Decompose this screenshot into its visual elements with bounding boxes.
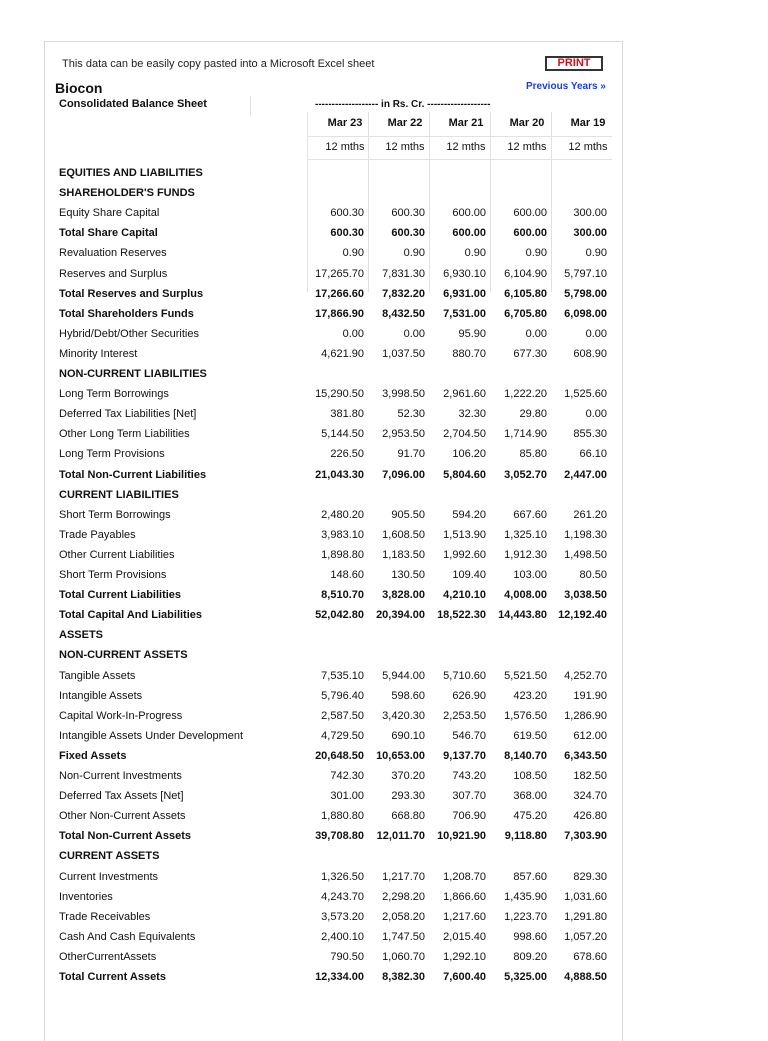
row-label: Total Shareholders Funds bbox=[59, 307, 194, 320]
cell-value: 66.10 bbox=[579, 448, 607, 461]
row-label: Trade Payables bbox=[59, 528, 136, 541]
cell-value: 4,252.70 bbox=[564, 669, 607, 682]
cell-value: 85.80 bbox=[519, 448, 547, 461]
cell-value: 8,140.70 bbox=[504, 749, 547, 762]
cell-value: 2,253.50 bbox=[443, 709, 486, 722]
cell-value: 4,888.50 bbox=[564, 971, 607, 983]
row-label: Revaluation Reserves bbox=[59, 247, 167, 260]
cell-value: 1,208.70 bbox=[443, 870, 486, 883]
cell-value: 3,052.70 bbox=[504, 468, 547, 481]
row-label: Other Non-Current Assets bbox=[59, 810, 186, 823]
sheet-title: Consolidated Balance Sheet bbox=[59, 98, 207, 110]
row-label: Fixed Assets bbox=[59, 749, 127, 762]
row-label: Short Term Borrowings bbox=[59, 508, 171, 521]
cell-value: 6,343.50 bbox=[564, 749, 607, 762]
cell-value: 52.30 bbox=[397, 408, 425, 421]
cell-value: 293.30 bbox=[391, 790, 425, 803]
cell-value: 10,653.00 bbox=[376, 749, 425, 762]
cell-value: 600.00 bbox=[513, 227, 547, 240]
cell-value: 600.30 bbox=[330, 227, 364, 240]
cell-value: 2,961.60 bbox=[443, 388, 486, 401]
cell-value: 3,038.50 bbox=[564, 589, 607, 602]
cell-value: 423.20 bbox=[513, 689, 547, 702]
cell-value: 0.00 bbox=[525, 327, 547, 340]
cell-value: 29.80 bbox=[519, 408, 547, 421]
cell-value: 182.50 bbox=[573, 770, 607, 782]
cell-value: 743.20 bbox=[452, 770, 486, 782]
cell-value: 1,031.60 bbox=[564, 890, 607, 903]
cell-value: 742.30 bbox=[330, 770, 364, 782]
cell-value: 594.20 bbox=[452, 508, 486, 521]
cell-value: 148.60 bbox=[330, 569, 364, 581]
cell-value: 6,930.10 bbox=[443, 267, 486, 280]
cell-value: 809.20 bbox=[513, 950, 547, 963]
section-heading-row bbox=[0, 183, 768, 203]
cell-value: 32.30 bbox=[458, 408, 486, 421]
cell-value: 0.00 bbox=[403, 327, 425, 340]
cell-value: 52,042.80 bbox=[315, 609, 364, 622]
cell-value: 8,510.70 bbox=[321, 589, 364, 602]
cell-value: 5,710.60 bbox=[443, 669, 486, 682]
column-period: 12 mths bbox=[385, 141, 425, 153]
cell-value: 5,325.00 bbox=[504, 971, 547, 983]
cell-value: 0.90 bbox=[342, 247, 364, 260]
column-period: 12 mths bbox=[446, 141, 486, 153]
cell-value: 608.90 bbox=[573, 347, 607, 360]
cell-value: 6,098.00 bbox=[564, 307, 607, 320]
cell-value: 1,286.90 bbox=[564, 709, 607, 722]
cell-value: 80.50 bbox=[579, 569, 607, 581]
column-period: 12 mths bbox=[568, 141, 608, 153]
cell-value: 668.80 bbox=[391, 810, 425, 823]
table-row bbox=[0, 525, 768, 545]
cell-value: 2,058.20 bbox=[382, 910, 425, 923]
column-header: Mar 21 bbox=[448, 117, 484, 129]
cell-value: 678.60 bbox=[573, 950, 607, 963]
cell-value: 17,265.70 bbox=[315, 267, 364, 280]
table-row bbox=[0, 264, 768, 284]
table-row bbox=[0, 284, 768, 304]
cell-value: 0.90 bbox=[585, 247, 607, 260]
cell-value: 1,223.70 bbox=[504, 910, 547, 923]
cell-value: 7,531.00 bbox=[443, 307, 486, 320]
cell-value: 2,953.50 bbox=[382, 428, 425, 441]
cell-value: 381.80 bbox=[330, 408, 364, 421]
cell-value: 7,303.90 bbox=[564, 830, 607, 843]
cell-value: 5,798.00 bbox=[564, 287, 607, 300]
row-label: Total Capital And Liabilities bbox=[59, 609, 203, 622]
cell-value: 790.50 bbox=[330, 950, 364, 963]
row-label: Intangible Assets bbox=[59, 689, 143, 702]
table-row bbox=[0, 927, 768, 947]
cell-value: 1,037.50 bbox=[382, 347, 425, 360]
table-row bbox=[0, 907, 768, 927]
section-heading-row bbox=[0, 485, 768, 505]
row-label: Total Current Liabilities bbox=[59, 589, 182, 602]
cell-value: 6,705.80 bbox=[504, 307, 547, 320]
cell-value: 626.90 bbox=[452, 689, 486, 702]
cell-value: 18,522.30 bbox=[437, 609, 486, 622]
row-label: Non-Current Investments bbox=[59, 770, 182, 782]
cell-value: 1,326.50 bbox=[321, 870, 364, 883]
table-row bbox=[0, 786, 768, 806]
section-heading-row bbox=[0, 163, 768, 183]
cell-value: 5,521.50 bbox=[504, 669, 547, 682]
table-row bbox=[0, 344, 768, 364]
row-label: Total Share Capital bbox=[59, 227, 158, 240]
table-row bbox=[0, 223, 768, 243]
cell-value: 600.30 bbox=[330, 207, 364, 220]
table-row bbox=[0, 706, 768, 726]
cell-value: 1,912.30 bbox=[504, 548, 547, 561]
cell-value: 368.00 bbox=[513, 790, 547, 803]
cell-value: 12,011.70 bbox=[376, 830, 425, 843]
row-label: OtherCurrentAssets bbox=[59, 950, 157, 963]
cell-value: 95.90 bbox=[458, 327, 486, 340]
cell-value: 0.00 bbox=[585, 327, 607, 340]
cell-value: 307.70 bbox=[452, 790, 486, 803]
cell-value: 5,804.60 bbox=[443, 468, 486, 481]
cell-value: 1,217.70 bbox=[382, 870, 425, 883]
cell-value: 324.70 bbox=[573, 790, 607, 803]
cell-value: 1,435.90 bbox=[504, 890, 547, 903]
cell-value: 706.90 bbox=[452, 810, 486, 823]
cell-value: 600.30 bbox=[391, 227, 425, 240]
table-row bbox=[0, 243, 768, 263]
cell-value: 301.00 bbox=[330, 790, 364, 803]
cell-value: 191.90 bbox=[573, 689, 607, 702]
cell-value: 17,866.90 bbox=[315, 307, 364, 320]
cell-value: 3,828.00 bbox=[382, 589, 425, 602]
cell-value: 8,382.30 bbox=[382, 971, 425, 983]
row-label: NON-CURRENT LIABILITIES bbox=[59, 368, 207, 380]
table-row bbox=[0, 324, 768, 344]
table-row bbox=[0, 746, 768, 766]
table-row bbox=[0, 666, 768, 686]
table-row bbox=[0, 826, 768, 846]
section-heading-row bbox=[0, 645, 768, 665]
row-label: Equity Share Capital bbox=[59, 207, 160, 220]
row-label: Other Long Term Liabilities bbox=[59, 428, 190, 441]
cell-value: 91.70 bbox=[397, 448, 425, 461]
row-label: Deferred Tax Liabilities [Net] bbox=[59, 408, 197, 421]
table-row bbox=[0, 867, 768, 887]
cell-value: 0.90 bbox=[403, 247, 425, 260]
cell-value: 690.10 bbox=[391, 729, 425, 742]
cell-value: 4,729.50 bbox=[321, 729, 364, 742]
cell-value: 370.20 bbox=[391, 770, 425, 782]
cell-value: 1,222.20 bbox=[504, 388, 547, 401]
section-heading-row bbox=[0, 625, 768, 645]
header-divider bbox=[307, 136, 612, 137]
cell-value: 677.30 bbox=[513, 347, 547, 360]
cell-value: 1,198.30 bbox=[564, 528, 607, 541]
copy-note: This data can be easily copy pasted into a Microsoft Excel sheet bbox=[62, 58, 375, 70]
cell-value: 103.00 bbox=[513, 569, 547, 581]
cell-value: 4,243.70 bbox=[321, 890, 364, 903]
table-row bbox=[0, 967, 768, 987]
cell-value: 7,096.00 bbox=[382, 468, 425, 481]
cell-value: 600.00 bbox=[452, 207, 486, 220]
row-label: Reserves and Surplus bbox=[59, 267, 168, 280]
row-label: Capital Work-In-Progress bbox=[59, 709, 183, 722]
cell-value: 130.50 bbox=[391, 569, 425, 581]
table-row bbox=[0, 585, 768, 605]
cell-value: 0.90 bbox=[464, 247, 486, 260]
cell-value: 7,535.10 bbox=[321, 669, 364, 682]
cell-value: 108.50 bbox=[513, 770, 547, 782]
column-header: Mar 22 bbox=[387, 117, 423, 129]
row-label: Long Term Borrowings bbox=[59, 388, 169, 401]
cell-value: 2,015.40 bbox=[443, 930, 486, 943]
row-label: Trade Receivables bbox=[59, 910, 151, 923]
column-header: Mar 19 bbox=[570, 117, 606, 129]
cell-value: 1,291.80 bbox=[564, 910, 607, 923]
table-row bbox=[0, 766, 768, 786]
cell-value: 905.50 bbox=[391, 508, 425, 521]
row-label: Total Non-Current Assets bbox=[59, 830, 192, 843]
cell-value: 1,498.50 bbox=[564, 548, 607, 561]
cell-value: 612.00 bbox=[573, 729, 607, 742]
print-button[interactable]: PRINT bbox=[545, 56, 603, 71]
row-label: Short Term Provisions bbox=[59, 569, 167, 581]
cell-value: 20,648.50 bbox=[315, 749, 364, 762]
table-row bbox=[0, 545, 768, 565]
cell-value: 600.30 bbox=[391, 207, 425, 220]
table-row bbox=[0, 806, 768, 826]
cell-value: 2,298.20 bbox=[382, 890, 425, 903]
cell-value: 4,621.90 bbox=[321, 347, 364, 360]
cell-value: 600.00 bbox=[513, 207, 547, 220]
cell-value: 829.30 bbox=[573, 870, 607, 883]
cell-value: 3,420.30 bbox=[382, 709, 425, 722]
row-label: Cash And Cash Equivalents bbox=[59, 930, 196, 943]
column-period: 12 mths bbox=[325, 141, 365, 153]
row-label: Total Reserves and Surplus bbox=[59, 287, 204, 300]
cell-value: 1,060.70 bbox=[382, 950, 425, 963]
previous-years-link[interactable]: Previous Years » bbox=[526, 81, 606, 92]
cell-value: 0.00 bbox=[342, 327, 364, 340]
column-period: 12 mths bbox=[507, 141, 547, 153]
cell-value: 0.90 bbox=[525, 247, 547, 260]
cell-value: 6,104.90 bbox=[504, 267, 547, 280]
cell-value: 300.00 bbox=[573, 207, 607, 220]
cell-value: 3,998.50 bbox=[382, 388, 425, 401]
row-label: SHAREHOLDER'S FUNDS bbox=[59, 187, 195, 200]
cell-value: 4,008.00 bbox=[504, 589, 547, 602]
cell-value: 300.00 bbox=[573, 227, 607, 240]
cell-value: 998.60 bbox=[513, 930, 547, 943]
cell-value: 1,992.60 bbox=[443, 548, 486, 561]
row-label: Minority Interest bbox=[59, 347, 138, 360]
cell-value: 1,325.10 bbox=[504, 528, 547, 541]
cell-value: 5,796.40 bbox=[321, 689, 364, 702]
row-label: Tangible Assets bbox=[59, 669, 136, 682]
row-label: Hybrid/Debt/Other Securities bbox=[59, 327, 199, 340]
column-header: Mar 23 bbox=[327, 117, 363, 129]
cell-value: 1,525.60 bbox=[564, 388, 607, 401]
cell-value: 2,400.10 bbox=[321, 930, 364, 943]
cell-value: 14,443.80 bbox=[498, 609, 547, 622]
cell-value: 855.30 bbox=[573, 428, 607, 441]
table-row bbox=[0, 565, 768, 585]
cell-value: 226.50 bbox=[330, 448, 364, 461]
cell-value: 5,797.10 bbox=[564, 267, 607, 280]
cell-value: 0.00 bbox=[585, 408, 607, 421]
cell-value: 2,704.50 bbox=[443, 428, 486, 441]
cell-value: 1,292.10 bbox=[443, 950, 486, 963]
cell-value: 3,573.20 bbox=[321, 910, 364, 923]
cell-value: 667.60 bbox=[513, 508, 547, 521]
cell-value: 7,831.30 bbox=[382, 267, 425, 280]
column-divider bbox=[250, 96, 251, 116]
cell-value: 9,137.70 bbox=[443, 749, 486, 762]
cell-value: 1,714.90 bbox=[504, 428, 547, 441]
row-label: Current Investments bbox=[59, 870, 159, 883]
cell-value: 17,266.60 bbox=[315, 287, 364, 300]
cell-value: 857.60 bbox=[513, 870, 547, 883]
row-label: Intangible Assets Under Development bbox=[59, 729, 244, 742]
row-label: CURRENT LIABILITIES bbox=[59, 488, 179, 501]
row-label: Total Current Assets bbox=[59, 971, 166, 983]
cell-value: 109.40 bbox=[452, 569, 486, 581]
table-row bbox=[0, 424, 768, 444]
table-row bbox=[0, 404, 768, 424]
table-row bbox=[0, 947, 768, 967]
cell-value: 5,144.50 bbox=[321, 428, 364, 441]
unit-label: ------------------- in Rs. Cr. ------------------- bbox=[315, 99, 491, 110]
table-row bbox=[0, 304, 768, 324]
row-label: Long Term Provisions bbox=[59, 448, 165, 461]
cell-value: 2,587.50 bbox=[321, 709, 364, 722]
cell-value: 1,057.20 bbox=[564, 930, 607, 943]
row-label: Deferred Tax Assets [Net] bbox=[59, 790, 184, 803]
company-name: Biocon bbox=[55, 80, 103, 96]
row-label: NON-CURRENT ASSETS bbox=[59, 649, 188, 662]
cell-value: 600.00 bbox=[452, 227, 486, 240]
cell-value: 9,118.80 bbox=[504, 830, 547, 843]
cell-value: 6,931.00 bbox=[443, 287, 486, 300]
table-row bbox=[0, 505, 768, 525]
column-header: Mar 20 bbox=[509, 117, 545, 129]
cell-value: 7,600.40 bbox=[443, 971, 486, 983]
table-row bbox=[0, 444, 768, 464]
cell-value: 20,394.00 bbox=[376, 609, 425, 622]
row-label: Inventories bbox=[59, 890, 113, 903]
cell-value: 1,747.50 bbox=[382, 930, 425, 943]
cell-value: 6,105.80 bbox=[504, 287, 547, 300]
section-heading-row bbox=[0, 846, 768, 866]
cell-value: 7,832.20 bbox=[382, 287, 425, 300]
cell-value: 39,708.80 bbox=[315, 830, 364, 843]
cell-value: 2,447.00 bbox=[564, 468, 607, 481]
cell-value: 3,983.10 bbox=[321, 528, 364, 541]
table-row bbox=[0, 605, 768, 625]
cell-value: 12,334.00 bbox=[315, 971, 364, 983]
cell-value: 1,898.80 bbox=[321, 548, 364, 561]
cell-value: 426.80 bbox=[573, 810, 607, 823]
row-label: ASSETS bbox=[59, 629, 104, 642]
row-label: Total Non-Current Liabilities bbox=[59, 468, 207, 481]
table-row bbox=[0, 203, 768, 223]
table-row bbox=[0, 465, 768, 485]
cell-value: 880.70 bbox=[452, 347, 486, 360]
table-row bbox=[0, 384, 768, 404]
cell-value: 261.20 bbox=[573, 508, 607, 521]
cell-value: 1,576.50 bbox=[504, 709, 547, 722]
cell-value: 106.20 bbox=[452, 448, 486, 461]
row-label: EQUITIES AND LIABILITIES bbox=[59, 167, 203, 179]
cell-value: 2,480.20 bbox=[321, 508, 364, 521]
cell-value: 598.60 bbox=[391, 689, 425, 702]
row-label: CURRENT ASSETS bbox=[59, 850, 160, 863]
cell-value: 546.70 bbox=[452, 729, 486, 742]
row-label: Other Current Liabilities bbox=[59, 548, 175, 561]
header-divider bbox=[307, 159, 612, 160]
cell-value: 12,192.40 bbox=[558, 609, 607, 622]
cell-value: 1,513.90 bbox=[443, 528, 486, 541]
section-heading-row bbox=[0, 364, 768, 384]
cell-value: 21,043.30 bbox=[315, 468, 364, 481]
cell-value: 10,921.90 bbox=[437, 830, 486, 843]
cell-value: 4,210.10 bbox=[443, 589, 486, 602]
table-row bbox=[0, 686, 768, 706]
cell-value: 1,866.60 bbox=[443, 890, 486, 903]
table-row bbox=[0, 726, 768, 746]
cell-value: 1,217.60 bbox=[443, 910, 486, 923]
table-row bbox=[0, 887, 768, 907]
cell-value: 475.20 bbox=[513, 810, 547, 823]
cell-value: 619.50 bbox=[513, 729, 547, 742]
cell-value: 5,944.00 bbox=[382, 669, 425, 682]
cell-value: 8,432.50 bbox=[382, 307, 425, 320]
cell-value: 1,183.50 bbox=[382, 548, 425, 561]
cell-value: 15,290.50 bbox=[315, 388, 364, 401]
cell-value: 1,608.50 bbox=[382, 528, 425, 541]
cell-value: 1,880.80 bbox=[321, 810, 364, 823]
